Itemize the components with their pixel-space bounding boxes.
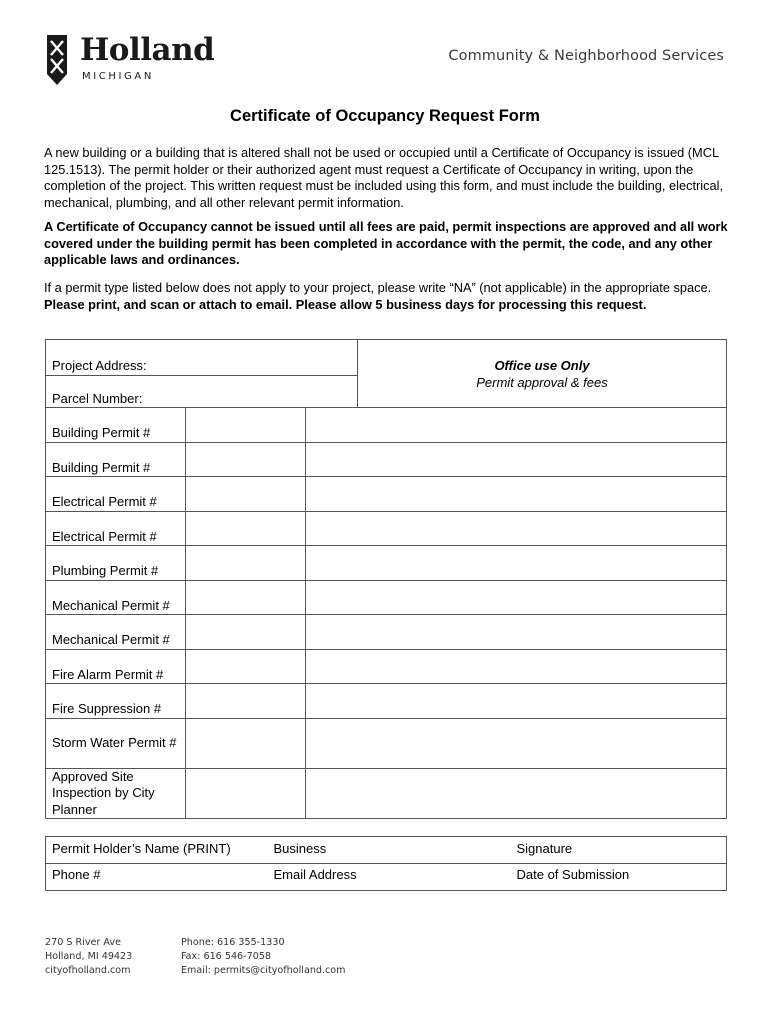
footer-email: Email: permits@cityofholland.com: [181, 965, 346, 976]
office-field: [306, 511, 727, 546]
row-label: Storm Water Permit #: [46, 718, 186, 768]
instructions-text: If a permit type listed below does not apply to your project, please write “NA” (not applicable) in the appropriate space.: [44, 280, 712, 295]
permit-number-field[interactable]: [186, 477, 306, 512]
footer-phone: Phone: 616 355-1330: [181, 937, 285, 948]
office-field: [306, 684, 727, 719]
permit-number-field[interactable]: [186, 442, 306, 477]
holder-name-field[interactable]: Permit Holder’s Name (PRINT): [46, 837, 268, 864]
table-row: [46, 546, 727, 581]
holland-logo-icon: [46, 34, 68, 86]
permit-table: [45, 339, 727, 819]
parcel-number-label: Parcel Number:: [52, 391, 143, 406]
table-row: [46, 684, 727, 719]
instructions-bold-text: Please print, and scan or attach to email. Please allow 5 business days for processing this request.: [44, 296, 647, 312]
phone-field[interactable]: Phone #: [46, 864, 268, 891]
footer-city: Holland, MI 49423: [45, 951, 133, 962]
project-address-label: Project Address:: [52, 358, 147, 373]
footer-website: cityofholland.com: [45, 965, 131, 976]
logo-subtitle: MICHIGAN: [82, 71, 154, 82]
instructions-paragraph: [44, 280, 730, 313]
permit-number-field[interactable]: [186, 684, 306, 719]
holland-logo: [46, 32, 215, 90]
office-field: [306, 442, 727, 477]
office-field: [306, 546, 727, 581]
office-field: [306, 615, 727, 650]
office-field: [306, 477, 727, 512]
row-label: Building Permit #: [46, 442, 186, 477]
permit-number-field[interactable]: [186, 649, 306, 684]
office-use-subtitle: Permit approval & fees: [476, 375, 608, 390]
permit-number-field[interactable]: [186, 511, 306, 546]
row-label: Electrical Permit #: [46, 511, 186, 546]
office-use-title: Office use Only: [494, 358, 590, 373]
logo-wordmark: Holland: [80, 32, 215, 68]
row-label: Mechanical Permit #: [46, 615, 186, 650]
table-row: [46, 768, 727, 819]
page-header: [0, 0, 770, 100]
table-row: [46, 580, 727, 615]
project-address-cell[interactable]: [46, 340, 358, 408]
permit-number-field[interactable]: [186, 546, 306, 581]
footer-fax: Fax: 616 546-7058: [181, 951, 272, 962]
office-field: [306, 580, 727, 615]
address-divider: [46, 375, 357, 376]
footer-street: 270 S River Ave: [45, 937, 121, 948]
footer-contact: [181, 936, 346, 978]
row-label: Building Permit #: [46, 408, 186, 443]
office-field: [306, 408, 727, 443]
row-label: Mechanical Permit #: [46, 580, 186, 615]
fees-notice: A Certificate of Occupancy cannot be issued until all fees are paid, permit inspections are approved and all work covered under the building permit has been completed in accordance with the permit, the code, and any other applicable laws and ordinances.: [44, 219, 728, 268]
table-row: [46, 442, 727, 477]
row-label: Approved Site Inspection by City Planner: [46, 768, 186, 819]
office-field: [306, 649, 727, 684]
business-field[interactable]: Business: [268, 837, 511, 864]
permit-number-field[interactable]: [186, 768, 306, 819]
table-row: [46, 477, 727, 512]
table-row: [46, 408, 727, 443]
row-label: Fire Alarm Permit #: [46, 649, 186, 684]
date-field[interactable]: Date of Submission: [511, 864, 727, 891]
office-field: [306, 768, 727, 819]
table-row: [46, 615, 727, 650]
row-label: Plumbing Permit #: [46, 546, 186, 581]
office-field: [306, 718, 727, 768]
signature-table: [45, 836, 727, 891]
email-field[interactable]: Email Address: [268, 864, 511, 891]
permit-number-field[interactable]: [186, 408, 306, 443]
permit-number-field[interactable]: [186, 615, 306, 650]
table-row: [46, 649, 727, 684]
table-row: [46, 511, 727, 546]
signature-field[interactable]: Signature: [511, 837, 727, 864]
footer-address: [45, 936, 132, 978]
office-use-cell: [358, 340, 727, 408]
table-row: [46, 718, 727, 768]
form-title: Certificate of Occupancy Request Form: [230, 107, 540, 125]
permit-number-field[interactable]: [186, 580, 306, 615]
permit-number-field[interactable]: [186, 718, 306, 768]
row-label: Electrical Permit #: [46, 477, 186, 512]
department-name: Community & Neighborhood Services: [448, 48, 724, 64]
row-label: Fire Suppression #: [46, 684, 186, 719]
intro-paragraph: A new building or a building that is altered shall not be used or occupied until a Certificate of Occupancy is issued (MCL 125.1513). The permit holder or their authorized agent must request a Certificate of Occupancy in writing, upon the completion of the project. This written request must be included using this form, and must include the building, electrical, mechanical, plumbing, and all other relevant permit information.: [44, 145, 724, 210]
